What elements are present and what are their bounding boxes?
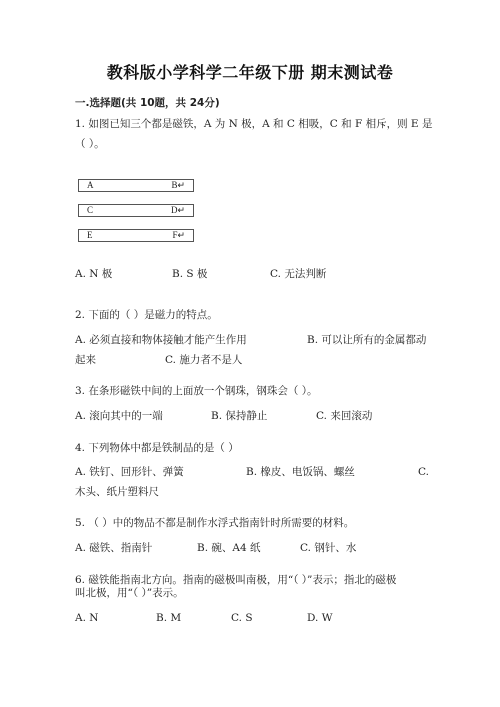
question-1-text: 1. 如图已知三个都是磁铁，A 为 N 极，A 和 C 相吸，C 和 F 相斥，则 E 是 xyxy=(75,118,433,130)
question-6-text: 6. 磁铁能指南北方向。指南的磁极叫南极，用“（ ）”表示；指北的磁极 xyxy=(75,574,397,586)
q2-option-b[interactable]: B. 可以让所有的金属都动 xyxy=(307,334,427,346)
q5-option-a[interactable]: A. 磁铁、指南针 xyxy=(75,542,153,554)
question-2-text: 2. 下面的（ ）是磁力的特点。 xyxy=(75,309,218,321)
q1-option-c[interactable]: C. 无法判断 xyxy=(270,268,327,280)
magnet-pole-f: F↵ xyxy=(172,230,185,240)
q4-option-c[interactable]: C. xyxy=(418,466,429,478)
magnet-ab xyxy=(78,179,194,192)
q4-option-c-cont: 木头、纸片塑料尺 xyxy=(75,486,159,498)
q4-option-b[interactable]: B. 橡皮、电饭锅、螺丝 xyxy=(246,466,355,478)
question-6-text-cont: 叫北极，用“（ ）”表示。 xyxy=(75,587,184,599)
q5-option-b[interactable]: B. 碗、A4 纸 xyxy=(197,542,261,554)
question-1-text-cont: （ ）。 xyxy=(75,138,105,150)
q2-option-c[interactable]: C. 施力者不是人 xyxy=(165,354,243,366)
q3-option-b[interactable]: B. 保持静止 xyxy=(211,410,268,422)
q6-option-a[interactable]: A. N xyxy=(75,612,99,624)
q6-option-c[interactable]: C. S xyxy=(231,612,253,624)
q1-option-b[interactable]: B. S 极 xyxy=(172,268,208,280)
question-4-text: 4. 下列物体中都是铁制品的是（ ） xyxy=(75,442,239,454)
q3-option-a[interactable]: A. 滚向其中的一端 xyxy=(75,410,163,422)
question-3-text: 3. 在条形磁铁中间的上面放一个钢珠，钢珠会（ ）。 xyxy=(75,385,318,397)
question-5-text: 5. （ ）中的物品不都是制作水浮式指南针时所需要的材料。 xyxy=(75,517,355,529)
magnet-pole-e: E xyxy=(87,230,93,240)
magnet-pole-c: C xyxy=(87,205,94,215)
magnet-cd xyxy=(78,204,194,217)
magnet-pole-d: D↵ xyxy=(170,205,185,215)
q6-option-b[interactable]: B. M xyxy=(156,612,182,624)
q1-option-a[interactable]: A. N 极 xyxy=(75,268,113,280)
q4-option-a[interactable]: A. 铁钉、回形针、弹簧 xyxy=(75,466,184,478)
q5-option-c[interactable]: C. 钢针、水 xyxy=(300,542,357,554)
magnet-pole-b: B↵ xyxy=(171,180,185,190)
section-heading: 一.选择题(共 10题，共 24分) xyxy=(75,97,220,109)
page-title: 教科版小学科学二年级下册 期末测试卷 xyxy=(106,63,394,82)
q2-option-a[interactable]: A. 必须直接和物体接触才能产生作用 xyxy=(75,334,247,346)
magnet-ef xyxy=(78,229,194,242)
q3-option-c[interactable]: C. 来回滚动 xyxy=(316,410,373,422)
q2-option-b-cont: 起来 xyxy=(75,354,96,366)
q6-option-d[interactable]: D. W xyxy=(307,612,333,624)
magnet-pole-a: A xyxy=(87,180,94,190)
